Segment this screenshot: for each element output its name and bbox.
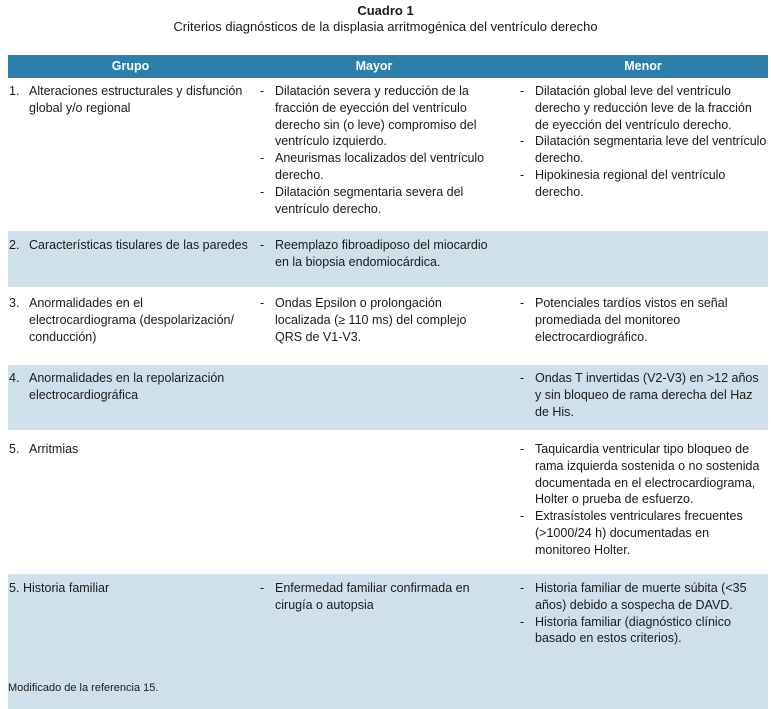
criterion-text: Extrasístoles ventriculares frecuentes (>1000/24 h) documentadas en monitoreo Holter. <box>535 509 743 557</box>
header-mayor: Mayor <box>355 59 393 73</box>
criterion-item <box>518 508 768 558</box>
criterion-item <box>258 150 490 184</box>
row-number: 1. <box>9 84 20 98</box>
row-number: 5. <box>9 581 20 595</box>
criterion-text: Taquicardia ventricular tipo bloqueo de rama izquierda sostenida o no sostenida documentada en el electrocardiograma, Holter o prueba de esfuerzo. <box>535 442 760 507</box>
grupo-text: Arritmias <box>29 442 79 456</box>
table-header <box>8 55 768 78</box>
dash: - <box>260 184 265 199</box>
criterion-text: Dilatación segmentaria severa del ventrículo derecho. <box>275 184 464 216</box>
dash: - <box>260 296 265 310</box>
row-number: 5. <box>9 442 20 456</box>
row-number: 3. <box>9 296 20 310</box>
menor-cell <box>518 441 768 559</box>
table-row <box>8 287 768 355</box>
criterion-text: Enfermedad familiar confirmada en cirugía o autopsia <box>275 581 470 612</box>
criterion-item <box>518 370 768 420</box>
menor-cell <box>518 370 768 420</box>
dash: - <box>520 581 525 595</box>
dash: - <box>520 134 525 149</box>
table-title: Cuadro 1 <box>357 3 414 18</box>
dash: - <box>520 509 525 524</box>
dash: - <box>520 296 525 310</box>
menor-cell <box>518 295 768 345</box>
dash: - <box>520 371 525 385</box>
dash: - <box>520 167 525 182</box>
grupo-text: Historia familiar <box>23 581 110 595</box>
criterion-item <box>258 83 490 150</box>
criterion-item <box>518 133 768 167</box>
dash: - <box>520 84 525 98</box>
criterion-text: Aneurismas localizados del ventrículo derecho. <box>275 151 485 182</box>
dash: - <box>260 581 265 595</box>
table-row <box>8 365 768 430</box>
criterion-text: Hipokinesia regional del ventrículo derecho. <box>535 167 726 199</box>
criterion-text: Ondas T invertidas (V2-V3) en >12 años y sin bloqueo de rama derecha del Haz de His. <box>535 371 759 419</box>
menor-cell <box>518 580 768 647</box>
criterion-item <box>518 167 768 201</box>
grupo-text: Anormalidades en el electrocardiograma (despolarización/ conducción) <box>29 296 234 344</box>
criterion-item <box>518 83 768 133</box>
criterion-text: Ondas Epsilon o prolongación localizada (≥ 110 ms) del complejo QRS de V1-V3. <box>275 296 467 344</box>
criterion-item <box>258 295 490 345</box>
dash: - <box>260 151 265 166</box>
menor-cell <box>518 83 768 201</box>
criterion-text: Dilatación global leve del ventrículo derecho y reducción leve de la fracción de eyección del ventrículo derecho. <box>535 84 752 132</box>
criterion-item <box>518 614 768 648</box>
dash: - <box>260 84 265 98</box>
criterion-item <box>258 184 490 218</box>
criterion-text: Historia familiar de muerte súbita (<35 años) debido a sospecha de DAVD. <box>535 581 747 612</box>
table-subtitle: Criterios diagnósticos de la displasia arritmogénica del ventrículo derecho <box>173 19 598 34</box>
mayor-cell <box>258 83 490 217</box>
criterion-text: Historia familiar (diagnóstico clínico basado en estos criterios). <box>535 614 731 646</box>
grupo-text: Características tisulares de las paredes <box>29 238 248 252</box>
grupo-text: Anormalidades en la repolarización electrocardiográfica <box>29 371 225 402</box>
table-row <box>8 78 768 221</box>
grupo-text: Alteraciones estructurales y disfunción global y/o regional <box>29 84 243 115</box>
criterion-text: Reemplazo fibroadiposo del miocardio en la biopsia endomiocárdica. <box>275 238 488 269</box>
mayor-cell <box>258 237 490 271</box>
criterion-text: Potenciales tardíos vistos en señal promediada del monitoreo electrocardiográfico. <box>535 296 728 344</box>
mayor-cell <box>258 295 490 345</box>
dash: - <box>260 238 265 252</box>
dash: - <box>520 442 525 456</box>
table-row <box>8 231 768 287</box>
table-row <box>8 430 768 563</box>
mayor-cell <box>258 580 490 614</box>
criterion-text: Dilatación severa y reducción de la fracción de eyección del ventrículo derecho sin (o leve) compromiso del ventrículo izquierdo. <box>275 84 477 149</box>
dash: - <box>520 614 525 629</box>
header-grupo: Grupo <box>111 59 150 73</box>
footnote: Modificado de la referencia 15. <box>8 682 159 694</box>
criterion-item <box>258 580 490 614</box>
row-number: 2. <box>9 238 20 252</box>
criterion-item <box>518 295 768 345</box>
row-number: 4. <box>9 371 20 385</box>
criterion-text: Dilatación segmentaria leve del ventrículo derecho. <box>535 134 767 166</box>
criterion-item <box>518 580 768 614</box>
criterion-item <box>518 441 768 508</box>
criterion-item <box>258 237 490 271</box>
header-menor: Menor <box>624 59 662 73</box>
